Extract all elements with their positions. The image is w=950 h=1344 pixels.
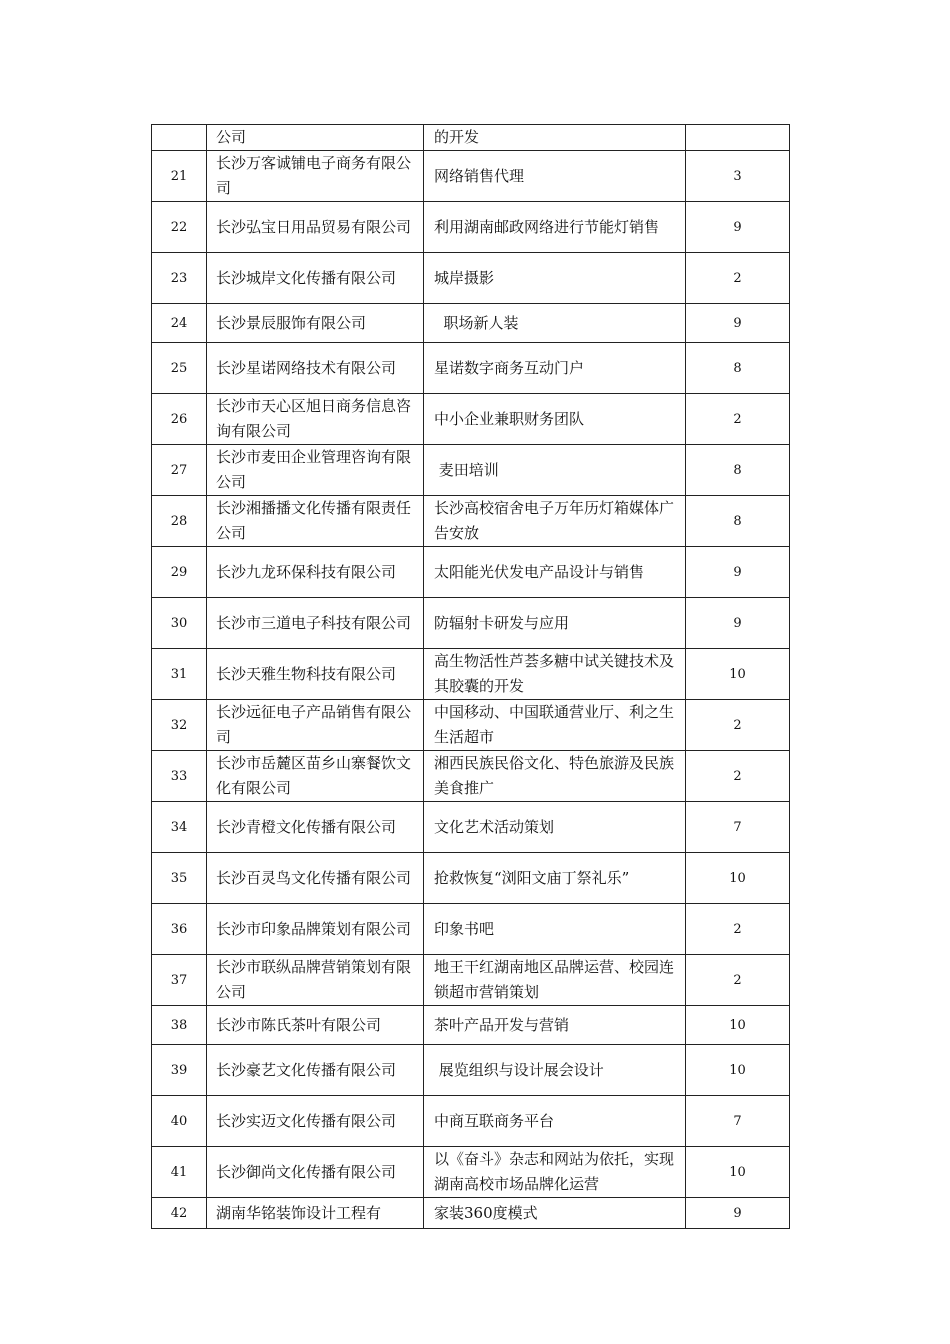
row-number: 35 — [170, 870, 188, 886]
project-name-cell — [424, 253, 686, 304]
project-name: 中小企业兼职财务团队 — [434, 409, 585, 428]
row-number-cell — [152, 496, 207, 547]
project-name-cell — [424, 1045, 686, 1096]
project-name: 以《奋斗》杂志和网站为依托，实现湖南高校市场品牌化运营 — [434, 1150, 675, 1193]
project-name: 星诺数字商务互动门户 — [434, 358, 585, 377]
project-name-cell — [424, 1006, 686, 1045]
score-value-cell — [686, 649, 790, 700]
project-name-cell — [424, 151, 686, 202]
company-name: 湖南华铭装饰设计工程有 — [216, 1203, 382, 1222]
project-name: 湘西民族民俗文化、特色旅游及民族美食推广 — [434, 754, 675, 797]
row-number: 22 — [170, 219, 188, 235]
row-number-cell — [152, 547, 207, 598]
score-value-cell — [686, 394, 790, 445]
score-value: 8 — [733, 360, 742, 376]
company-name: 长沙百灵鸟文化传播有限公司 — [216, 868, 412, 887]
row-number: 36 — [170, 921, 188, 937]
score-value-cell — [686, 955, 790, 1006]
company-name: 长沙实迈文化传播有限公司 — [216, 1111, 397, 1130]
project-name: 利用湖南邮政网络进行节能灯销售 — [434, 217, 660, 236]
project-name: 太阳能光伏发电产品设计与销售 — [434, 562, 645, 581]
company-name: 长沙九龙环保科技有限公司 — [216, 562, 397, 581]
table-row — [152, 125, 790, 151]
project-name: 的开发 — [434, 128, 480, 146]
score-value: 10 — [729, 1017, 746, 1033]
score-value: 9 — [733, 315, 742, 331]
table-row — [152, 751, 790, 802]
company-name-cell — [207, 125, 424, 151]
table-row — [152, 1147, 790, 1198]
project-name: 印象书吧 — [434, 919, 495, 938]
score-value: 8 — [733, 462, 742, 478]
table-row — [152, 1096, 790, 1147]
project-name: 防辐射卡研发与应用 — [434, 613, 570, 632]
project-name: 展览组织与设计展会设计 — [434, 1060, 604, 1079]
project-name: 职场新人装 — [434, 313, 519, 332]
company-name: 长沙市麦田企业管理咨询有限公司 — [216, 448, 412, 491]
score-value: 8 — [733, 513, 742, 529]
project-name-cell — [424, 904, 686, 955]
row-number: 25 — [170, 360, 188, 376]
row-number: 28 — [170, 513, 188, 529]
company-name-cell — [207, 853, 424, 904]
company-name: 长沙远征电子产品销售有限公司 — [216, 703, 412, 746]
project-name-cell — [424, 802, 686, 853]
score-value: 2 — [733, 921, 742, 937]
row-number-cell — [152, 125, 207, 151]
row-number-cell — [152, 304, 207, 343]
project-name-cell — [424, 700, 686, 751]
score-value: 7 — [733, 1113, 742, 1129]
company-name-cell — [207, 802, 424, 853]
score-value-cell — [686, 598, 790, 649]
score-value-cell — [686, 802, 790, 853]
company-name-cell — [207, 394, 424, 445]
score-value-cell — [686, 853, 790, 904]
score-value: 9 — [733, 615, 742, 631]
row-number-cell — [152, 1045, 207, 1096]
company-name: 公司 — [216, 128, 247, 146]
row-number-cell — [152, 1147, 207, 1198]
table-row — [152, 394, 790, 445]
table-row — [152, 1198, 790, 1229]
project-name-cell — [424, 955, 686, 1006]
row-number-cell — [152, 955, 207, 1006]
project-name-cell — [424, 394, 686, 445]
score-value-cell — [686, 202, 790, 253]
row-number: 30 — [170, 615, 188, 631]
row-number: 31 — [170, 666, 188, 682]
company-name-cell — [207, 304, 424, 343]
table-row — [152, 598, 790, 649]
row-number-cell — [152, 1198, 207, 1229]
table-row — [152, 955, 790, 1006]
table-row — [152, 700, 790, 751]
project-name-cell — [424, 304, 686, 343]
score-value-cell — [686, 1045, 790, 1096]
score-value: 7 — [733, 819, 742, 835]
table-row — [152, 547, 790, 598]
score-value: 2 — [733, 972, 742, 988]
company-name-cell — [207, 904, 424, 955]
row-number-cell — [152, 253, 207, 304]
score-value: 10 — [729, 1062, 746, 1078]
score-value: 2 — [733, 411, 742, 427]
company-name-cell — [207, 1096, 424, 1147]
project-name-cell — [424, 202, 686, 253]
company-name-cell — [207, 751, 424, 802]
row-number-cell — [152, 202, 207, 253]
row-number-cell — [152, 1006, 207, 1045]
row-number: 27 — [170, 462, 188, 478]
project-name: 文化艺术活动策划 — [434, 817, 555, 836]
row-number-cell — [152, 853, 207, 904]
row-number: 37 — [170, 972, 188, 988]
company-name: 长沙湘播播文化传播有限责任公司 — [216, 499, 412, 542]
row-number-cell — [152, 343, 207, 394]
company-name: 长沙景辰服饰有限公司 — [216, 313, 367, 332]
score-value: 9 — [733, 1205, 742, 1221]
table-row — [152, 853, 790, 904]
company-name: 长沙御尚文化传播有限公司 — [216, 1162, 397, 1181]
table-row — [152, 253, 790, 304]
project-name: 长沙高校宿舍电子万年历灯箱媒体广告安放 — [434, 499, 675, 542]
project-name-cell — [424, 125, 686, 151]
project-name: 地王干红湖南地区品牌运营、校园连锁超市营销策划 — [434, 958, 675, 1001]
project-name-cell — [424, 649, 686, 700]
row-number: 29 — [170, 564, 188, 580]
score-value-cell — [686, 1096, 790, 1147]
company-name-cell — [207, 496, 424, 547]
score-value: 9 — [733, 219, 742, 235]
table-row — [152, 904, 790, 955]
row-number: 34 — [170, 819, 188, 835]
project-name-cell — [424, 1147, 686, 1198]
score-value: 10 — [729, 666, 746, 682]
project-name: 家装360度模式 — [434, 1203, 538, 1222]
row-number-cell — [152, 394, 207, 445]
company-name: 长沙天雅生物科技有限公司 — [216, 664, 397, 683]
company-name-cell — [207, 1147, 424, 1198]
company-name: 长沙城岸文化传播有限公司 — [216, 268, 397, 287]
table-row — [152, 496, 790, 547]
score-value-cell — [686, 1006, 790, 1045]
score-value-cell — [686, 700, 790, 751]
project-name-cell — [424, 547, 686, 598]
project-name-cell — [424, 751, 686, 802]
table-row — [152, 343, 790, 394]
company-name-cell — [207, 598, 424, 649]
row-number: 26 — [170, 411, 188, 427]
score-value-cell — [686, 151, 790, 202]
score-value: 10 — [729, 870, 746, 886]
company-name-cell — [207, 1198, 424, 1229]
company-name: 长沙星诺网络技术有限公司 — [216, 358, 397, 377]
score-value: 10 — [729, 1164, 746, 1180]
score-value-cell — [686, 253, 790, 304]
score-value-cell — [686, 547, 790, 598]
project-name: 中国移动、中国联通营业厅、利之生生活超市 — [434, 703, 675, 746]
project-name: 麦田培训 — [434, 460, 499, 479]
company-name-cell — [207, 649, 424, 700]
row-number-cell — [152, 802, 207, 853]
company-name: 长沙市天心区旭日商务信息咨询有限公司 — [216, 397, 412, 440]
company-name-cell — [207, 202, 424, 253]
table-row — [152, 802, 790, 853]
table-row — [152, 649, 790, 700]
project-name: 抢救恢复“浏阳文庙丁祭礼乐” — [434, 868, 630, 887]
row-number: 40 — [170, 1113, 188, 1129]
row-number-cell — [152, 904, 207, 955]
row-number: 42 — [170, 1205, 188, 1221]
company-name: 长沙弘宝日用品贸易有限公司 — [216, 217, 412, 236]
company-name: 长沙市陈氏茶叶有限公司 — [216, 1015, 382, 1034]
score-value-cell — [686, 343, 790, 394]
table-row — [152, 304, 790, 343]
project-name: 中商互联商务平台 — [434, 1111, 555, 1130]
score-value-cell — [686, 1198, 790, 1229]
row-number-cell — [152, 700, 207, 751]
table-row — [152, 445, 790, 496]
score-value: 2 — [733, 717, 742, 733]
score-value-cell — [686, 304, 790, 343]
company-project-table — [151, 124, 790, 1229]
company-name-cell — [207, 955, 424, 1006]
row-number: 33 — [170, 768, 188, 784]
row-number: 38 — [170, 1017, 188, 1033]
company-name-cell — [207, 445, 424, 496]
score-value-cell — [686, 496, 790, 547]
project-name: 茶叶产品开发与营销 — [434, 1015, 570, 1034]
row-number: 32 — [170, 717, 188, 733]
project-name-cell — [424, 1096, 686, 1147]
score-value-cell — [686, 904, 790, 955]
row-number-cell — [152, 151, 207, 202]
company-name: 长沙青橙文化传播有限公司 — [216, 817, 397, 836]
score-value-cell — [686, 125, 790, 151]
company-name: 长沙市印象品牌策划有限公司 — [216, 919, 412, 938]
score-value: 9 — [733, 564, 742, 580]
project-name: 高生物活性芦荟多糖中试关键技术及其胶囊的开发 — [434, 652, 675, 695]
company-name: 长沙豪艺文化传播有限公司 — [216, 1060, 397, 1079]
company-name: 长沙市三道电子科技有限公司 — [216, 613, 412, 632]
project-name-cell — [424, 445, 686, 496]
score-value: 2 — [733, 768, 742, 784]
company-name: 长沙万客诚铺电子商务有限公司 — [216, 154, 412, 197]
row-number-cell — [152, 598, 207, 649]
row-number: 21 — [170, 168, 188, 184]
row-number-cell — [152, 649, 207, 700]
score-value-cell — [686, 445, 790, 496]
table-row — [152, 1045, 790, 1096]
company-name-cell — [207, 343, 424, 394]
table-row — [152, 151, 790, 202]
row-number: 41 — [170, 1164, 188, 1180]
company-name-cell — [207, 253, 424, 304]
project-name-cell — [424, 853, 686, 904]
project-name-cell — [424, 598, 686, 649]
row-number: 24 — [170, 315, 188, 331]
company-name-cell — [207, 547, 424, 598]
company-name-cell — [207, 1006, 424, 1045]
score-value: 3 — [733, 168, 742, 184]
table-row — [152, 202, 790, 253]
company-name-cell — [207, 151, 424, 202]
score-value-cell — [686, 1147, 790, 1198]
project-name: 网络销售代理 — [434, 166, 525, 185]
project-name: 城岸摄影 — [434, 268, 495, 287]
score-value: 2 — [733, 270, 742, 286]
company-name: 长沙市岳麓区苗乡山寨餐饮文化有限公司 — [216, 754, 412, 797]
row-number-cell — [152, 1096, 207, 1147]
company-name-cell — [207, 1045, 424, 1096]
project-name-cell — [424, 343, 686, 394]
row-number-cell — [152, 751, 207, 802]
company-name: 长沙市联纵品牌营销策划有限公司 — [216, 958, 412, 1001]
project-name-cell — [424, 1198, 686, 1229]
score-value-cell — [686, 751, 790, 802]
row-number: 23 — [170, 270, 188, 286]
table-row — [152, 1006, 790, 1045]
row-number: 39 — [170, 1062, 188, 1078]
company-name-cell — [207, 700, 424, 751]
project-name-cell — [424, 496, 686, 547]
row-number-cell — [152, 445, 207, 496]
